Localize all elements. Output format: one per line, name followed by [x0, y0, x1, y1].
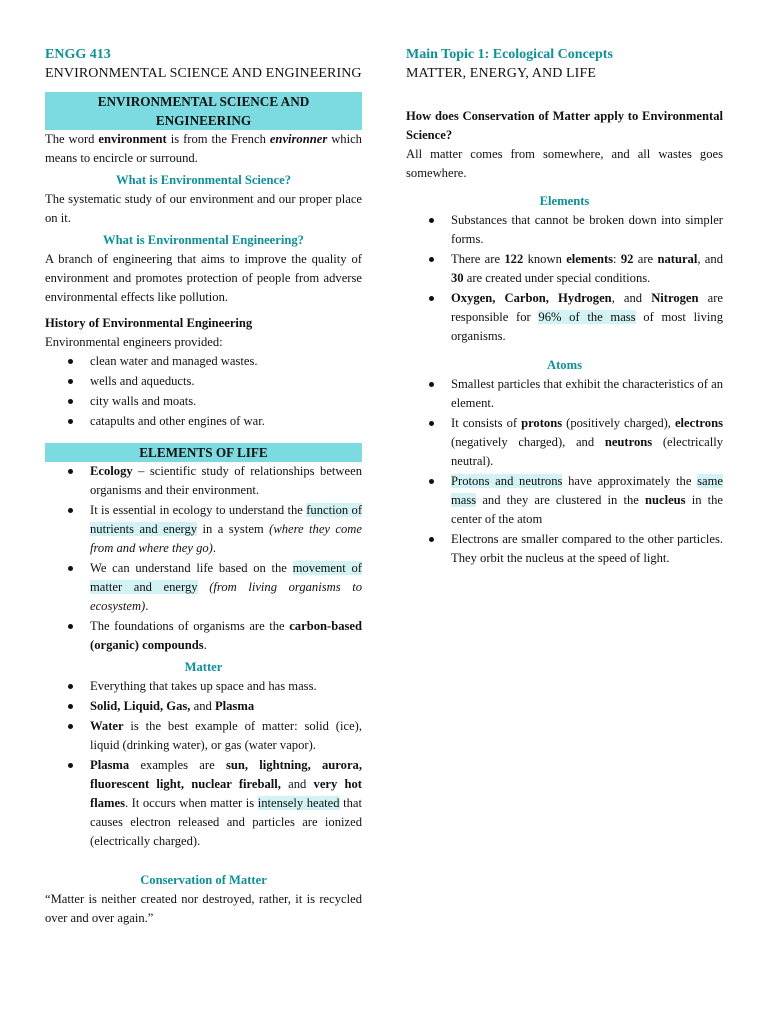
conservation-quote: “Matter is neither created nor destroyed, rather, it is recycled over and over again.” — [45, 892, 362, 925]
list-item: There are 122 known elements: 92 are natural, and 30 are created under special conditions. — [406, 250, 723, 288]
list-item: clean water and managed wastes. — [45, 352, 362, 371]
course-code: ENGG 413 — [45, 47, 111, 62]
main-topic-heading: Main Topic 1: Ecological Concepts — [406, 47, 613, 62]
heading-elements: Elements — [539, 194, 590, 208]
list-item: Ecology – scientific study of relationships between organisms and their environment. — [45, 462, 362, 500]
list-item: wells and aqueducts. — [45, 372, 362, 391]
list-item: catapults and other engines of war. — [45, 412, 362, 431]
env-science-definition: The systematic study of our environment and our proper place on it. — [45, 192, 362, 225]
list-item: city walls and moats. — [45, 392, 362, 411]
list-item: Everything that takes up space and has mass. — [45, 677, 362, 696]
history-intro: Environmental engineers provided: — [45, 335, 223, 349]
list-item: It is essential in ecology to understand the function of nutrients and energy in a system (where they come from and where they go). — [45, 501, 362, 558]
left-column — [45, 46, 362, 928]
list-item: Solid, Liquid, Gas, and Plasma — [45, 697, 362, 716]
list-item: Electrons are smaller compared to the other particles. They orbit the nucleus at the speed of light. — [406, 530, 723, 568]
section-banner-env-sci-eng: ENVIRONMENTAL SCIENCE AND ENGINEERING — [45, 92, 362, 130]
conservation-question: How does Conservation of Matter apply to Environmental Science? — [406, 109, 723, 142]
elements-list — [406, 211, 723, 346]
elements-of-life-list — [45, 462, 362, 655]
atoms-list — [406, 375, 723, 568]
main-topic-title: MATTER, ENERGY, AND LIFE — [406, 66, 596, 81]
heading-what-is-env-science: What is Environmental Science? — [115, 173, 292, 187]
heading-conservation-of-matter: Conservation of Matter — [140, 873, 267, 887]
heading-what-is-env-engineering: What is Environmental Engineering? — [103, 233, 304, 247]
list-item: Water is the best example of matter: solid (ice), liquid (drinking water), or gas (water vapor). — [45, 717, 362, 755]
list-item: Smallest particles that exhibit the characteristics of an element. — [406, 375, 723, 413]
list-item: We can understand life based on the movement of matter and energy (from living organisms to ecosystem). — [45, 559, 362, 616]
list-item: The foundations of organisms are the carbon-based (organic) compounds. — [45, 617, 362, 655]
right-column — [406, 46, 723, 569]
matter-list — [45, 677, 362, 851]
env-engineering-definition: A branch of engineering that aims to improve the quality of environment and promotes protection of people from adverse environmental effects like pollution. — [45, 252, 362, 304]
list-item: Oxygen, Carbon, Hydrogen, and Nitrogen are responsible for 96% of the mass of most living organisms. — [406, 289, 723, 346]
list-item: It consists of protons (positively charged), electrons (negatively charged), and neutrons (electrically neutral). — [406, 414, 723, 471]
heading-atoms: Atoms — [547, 358, 582, 372]
course-title: ENVIRONMENTAL SCIENCE AND ENGINEERING — [45, 66, 362, 81]
intro-paragraph: The word environment is from the French environner which means to encircle or surround. — [45, 132, 362, 165]
list-item: Substances that cannot be broken down into simpler forms. — [406, 211, 723, 249]
list-item: Protons and neutrons have approximately the same mass and they are clustered in the nucleus in the center of the atom — [406, 472, 723, 529]
heading-history: History of Environmental Engineering — [45, 316, 253, 330]
list-item: Plasma examples are sun, lightning, aurora, fluorescent light, nuclear fireball, and very hot flames. It occurs when matter is intensely heated that causes electron released and particles are ionized (electrically charged). — [45, 756, 362, 851]
heading-matter: Matter — [184, 660, 223, 674]
conservation-answer: All matter comes from somewhere, and all wastes goes somewhere. — [406, 147, 723, 180]
history-list — [45, 352, 362, 431]
section-banner-elements-of-life: ELEMENTS OF LIFE — [45, 443, 362, 462]
